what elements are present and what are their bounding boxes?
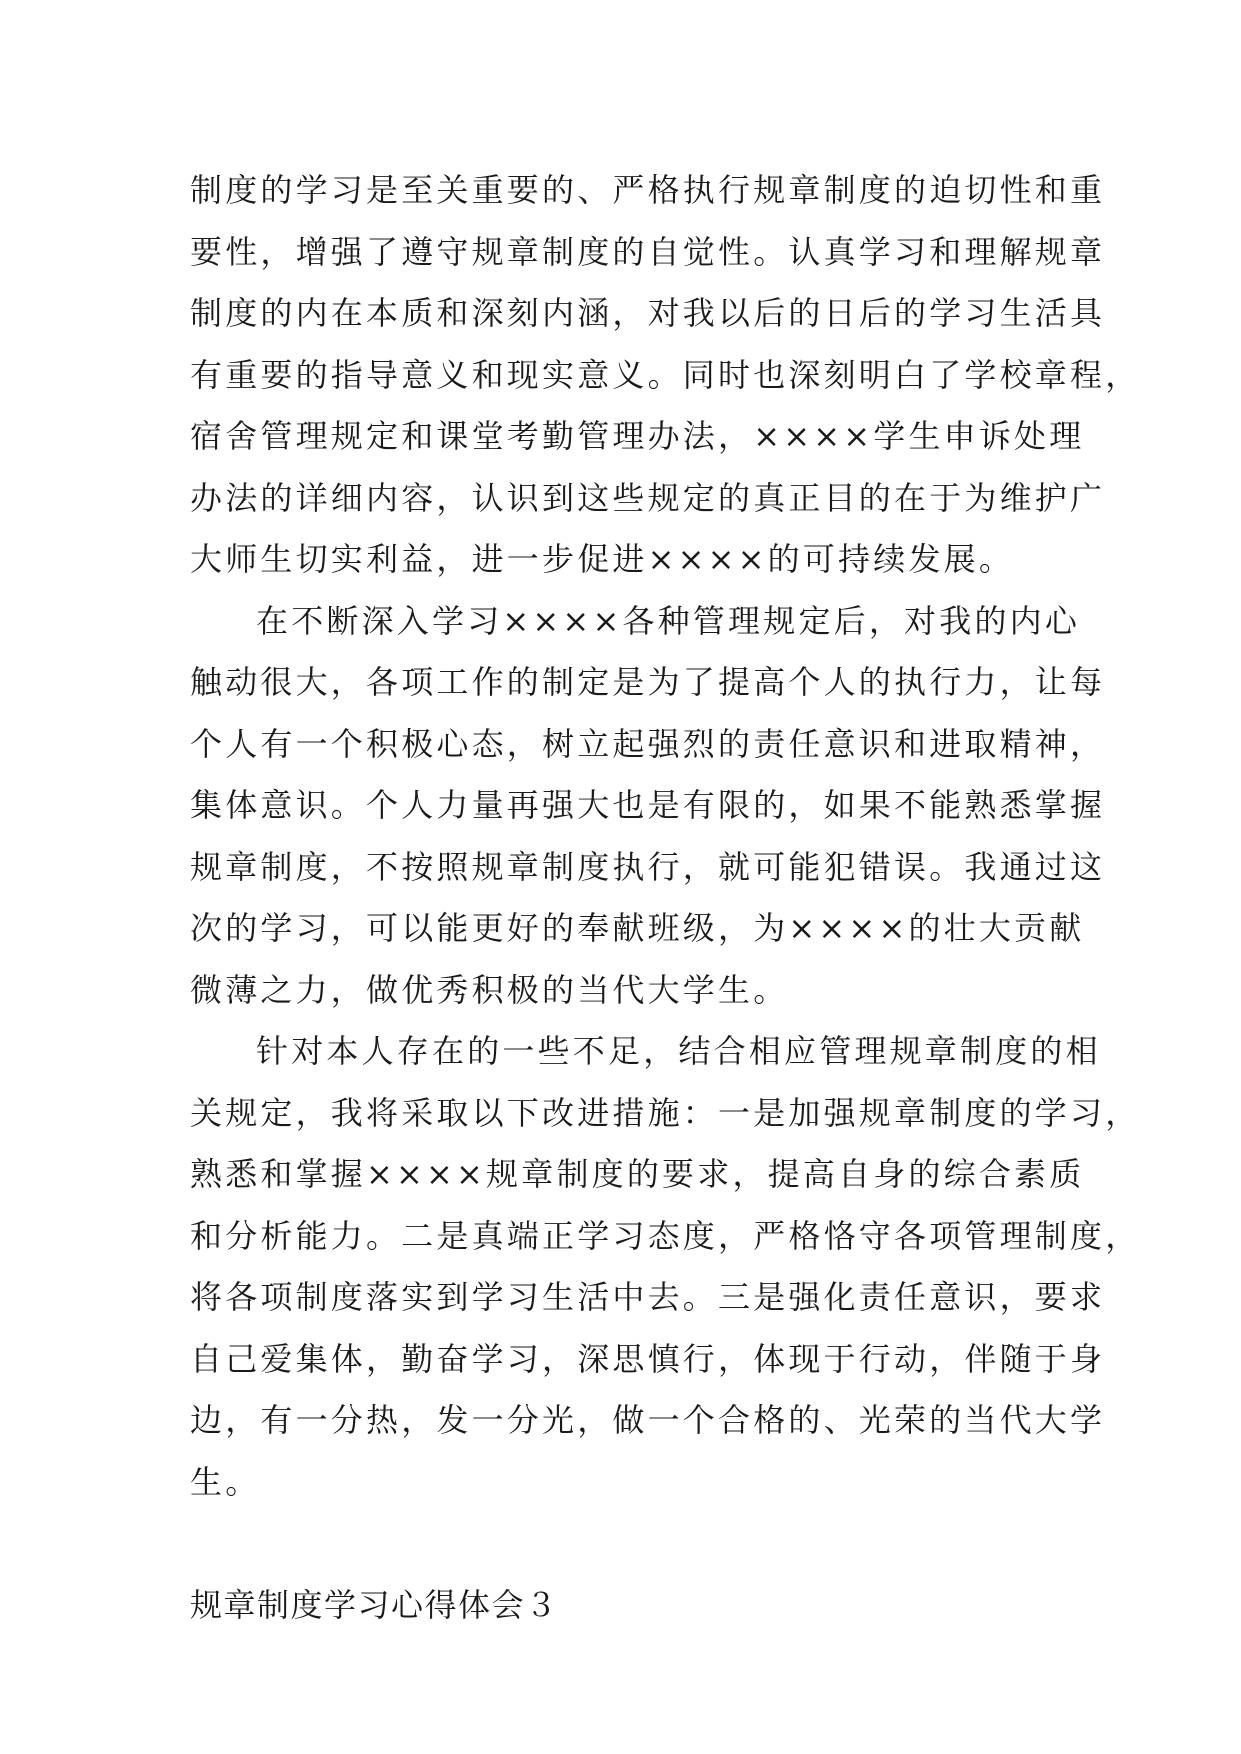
paragraph-line: 个人有一个积极心态，树立起强烈的责任意识和进取精神， <box>190 724 1106 763</box>
paragraph-line: 在不断深入学习××××各种管理规定后，对我的内心 <box>256 601 1081 640</box>
paragraph-line: 生。 <box>190 1462 261 1501</box>
paragraph-line: 和分析能力。二是真端正学习态度，严格恪守各项管理制度， <box>190 1216 1141 1255</box>
paragraph-line: 关规定，我将采取以下改进措施：一是加强规章制度的学习， <box>190 1093 1141 1132</box>
paragraph-line: 要性，增强了遵守规章制度的自觉性。认真学习和理解规章 <box>190 232 1106 271</box>
paragraph-line: 针对本人存在的一些不足，结合相应管理规章制度的相 <box>256 1032 1101 1070</box>
paragraph-3 <box>190 1021 1141 1513</box>
paragraph-line: 制度的内在本质和深刻内涵，对我以后的日后的学习生活具 <box>190 294 1106 332</box>
document-body <box>190 160 1141 1636</box>
paragraph-line: 制度的学习是至关重要的、严格执行规章制度的迫切性和重 <box>190 171 1106 209</box>
paragraph-line: 集体意识。个人力量再强大也是有限的，如果不能熟悉掌握 <box>190 786 1106 824</box>
section-heading: 规章制度学习心得体会３ <box>190 1585 559 1624</box>
blank-spacer <box>190 1513 1070 1575</box>
paragraph-line: 边，有一分热，发一分光，做一个合格的、光荣的当代大学 <box>190 1401 1106 1439</box>
paragraph-line: 自己爱集体，勤奋学习，深思慎行，体现于行动，伴随于身 <box>190 1339 1106 1378</box>
paragraph-line: 办法的详细内容，认识到这些规定的真正目的在于为维护广 <box>190 478 1106 517</box>
paragraph-line: 触动很大，各项工作的制定是为了提高个人的执行力，让每 <box>190 663 1106 701</box>
paragraph-line: 规章制度，不按照规章制度执行，就可能犯错误。我通过这 <box>190 847 1106 886</box>
paragraph-line: 大师生切实利益，进一步促进××××的可持续发展。 <box>190 540 1015 578</box>
paragraph-2 <box>190 591 1106 1022</box>
paragraph-1 <box>190 160 1141 591</box>
paragraph-line: 次的学习，可以能更好的奉献班级，为××××的壮大贡献 <box>190 909 1085 947</box>
paragraph-line: 有重要的指导意义和现实意义。同时也深刻明白了学校章程， <box>190 355 1141 394</box>
paragraph-line: 宿舍管理规定和课堂考勤管理办法，××××学生申诉处理 <box>190 417 1085 455</box>
paragraph-line: 将各项制度落实到学习生活中去。三是强化责任意识，要求 <box>190 1278 1106 1316</box>
paragraph-line: 熟悉和掌握××××规章制度的要求，提高自身的综合素质 <box>190 1155 1085 1193</box>
paragraph-line: 微薄之力，做优秀积极的当代大学生。 <box>190 970 789 1009</box>
